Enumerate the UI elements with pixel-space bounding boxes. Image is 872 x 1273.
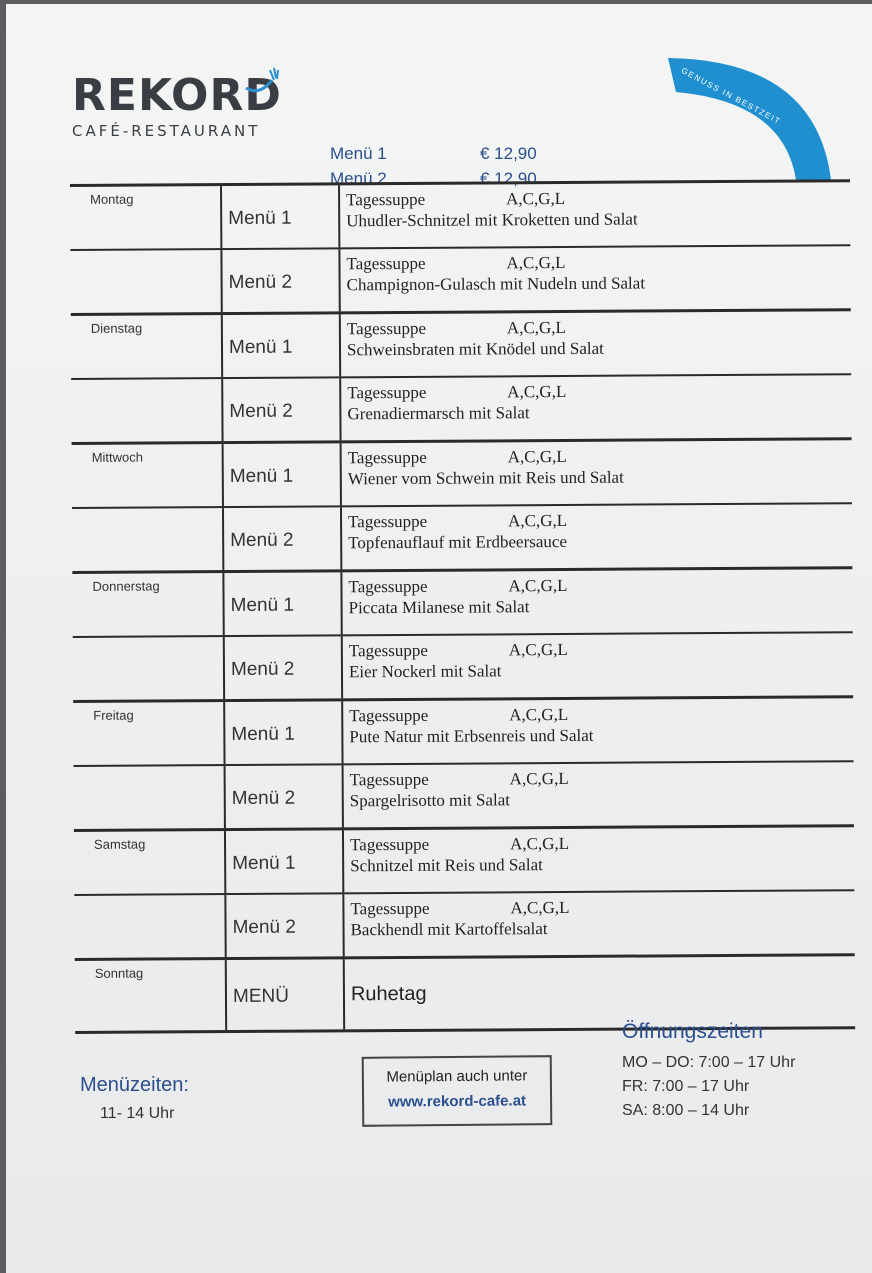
menu-label: Menü 1 [221, 314, 341, 377]
price-row [330, 144, 537, 169]
menu-label: Menü 1 [220, 185, 340, 248]
day-label: Samstag [93, 836, 146, 852]
opening-hours-title: Öffnungszeiten [622, 1020, 763, 1043]
brand-name: REKORD [72, 70, 282, 121]
menu-row [71, 311, 851, 378]
day-block-freitag [73, 695, 854, 829]
soup-text: Tagessuppe [350, 898, 430, 919]
closed-day-text: Ruhetag [350, 982, 427, 1005]
opening-hours-line: MO – DO: 7:00 – 17 Uhr [622, 1054, 796, 1071]
website-box [362, 1055, 553, 1127]
allergens: A,C,G,L [506, 317, 566, 338]
menu-label: Menü 1 [224, 830, 344, 893]
menu-times [80, 1074, 189, 1123]
day-label: Donnerstag [92, 578, 160, 594]
menu-description [341, 375, 851, 440]
dish-text: Schweinsbraten mit Knödel und Salat [346, 338, 604, 360]
allergens: A,C,G,L [509, 833, 570, 854]
menu-times-title: Menüzeiten: [80, 1074, 189, 1096]
menu-label: Menü 2 [220, 249, 340, 312]
soup-text: Tagessuppe [347, 382, 427, 403]
menu-description [340, 246, 850, 311]
menu-description [344, 891, 854, 956]
day-label: Freitag [93, 707, 134, 723]
menu-description [343, 633, 853, 698]
menu-label: Menü 2 [224, 765, 344, 828]
allergens: A,C,G,L [510, 897, 570, 918]
soup-text: Tagessuppe [347, 447, 427, 468]
menu-label: Menü 2 [221, 378, 341, 441]
allergens: A,C,G,L [508, 510, 568, 531]
day-block-dienstag [71, 308, 852, 442]
price-label: Menü 1 [330, 144, 387, 163]
menu-label: Menü 2 [224, 894, 344, 957]
menu-description [342, 504, 852, 569]
dish-text: Backhendl mit Kartoffelsalat [350, 919, 548, 940]
dish-text: Eier Nockerl mit Salat [348, 661, 502, 682]
dish-text: Uhudler-Schnitzel mit Kroketten und Salat [346, 209, 638, 231]
menu-row [74, 827, 854, 894]
soup-text: Tagessuppe [348, 576, 428, 597]
menu-label: MENÜ [225, 959, 345, 1030]
soup-text: Tagessuppe [348, 511, 428, 532]
menu-row [71, 373, 851, 442]
day-block-mittwoch [72, 437, 853, 571]
dish-text: Pute Natur mit Erbsenreis und Salat [349, 725, 594, 747]
soup-text: Tagessuppe [349, 834, 430, 855]
allergens: A,C,G,L [508, 575, 568, 596]
allergens: A,C,G,L [507, 381, 567, 402]
soup-text: Tagessuppe [346, 253, 426, 274]
dish-text: Grenadiermarsch mit Salat [347, 403, 530, 424]
menu-label: Menü 1 [222, 572, 342, 635]
menu-row [72, 440, 852, 507]
menu-label: Menü 1 [223, 701, 343, 764]
menu-row [73, 698, 853, 765]
price-value: € 12,90 [480, 144, 537, 163]
soup-text: Tagessuppe [346, 189, 426, 210]
weekly-menu-table [70, 179, 855, 1034]
menu-row [73, 631, 853, 700]
opening-hours [622, 1020, 795, 1126]
menu-row [70, 244, 850, 313]
allergens: A,C,G,L [507, 446, 567, 467]
allergens: A,C,G,L [506, 252, 566, 273]
dish-text: Topfenauflauf mit Erdbeersauce [348, 531, 568, 553]
allergens: A,C,G,L [508, 639, 568, 660]
menu-description [344, 827, 854, 892]
dish-text: Spargelrisotto mit Salat [349, 790, 511, 811]
menu-times-value: 11- 14 Uhr [100, 1105, 175, 1122]
menu-description [341, 311, 851, 376]
menu-description [340, 182, 850, 247]
dish-text: Champignon-Gulasch mit Nudeln und Salat [346, 273, 646, 295]
website-intro: Menüplan auch unter [386, 1067, 528, 1086]
dish-text: Piccata Milanese mit Salat [348, 597, 530, 618]
allergens: A,C,G,L [506, 188, 566, 209]
soup-text: Tagessuppe [349, 769, 429, 790]
menu-row [74, 760, 854, 829]
menu-label: Menü 2 [223, 636, 343, 699]
menu-sheet [6, 4, 872, 1273]
day-label: Mittwoch [91, 449, 144, 465]
price-label: Menü 2 [330, 169, 387, 188]
menu-row [74, 889, 854, 958]
day-label: Montag [90, 191, 134, 207]
menu-description [342, 440, 852, 505]
menu-description [343, 698, 853, 763]
day-block-samstag [74, 824, 855, 958]
fork-icon [240, 66, 280, 94]
day-block-montag [70, 179, 851, 313]
menu-description [342, 569, 852, 634]
menu-label: Menü 2 [222, 507, 342, 570]
soup-text: Tagessuppe [348, 640, 428, 661]
menu-row [72, 502, 852, 571]
allergens: A,C,G,L [509, 704, 569, 725]
price-value: € 12,90 [480, 169, 537, 188]
opening-hours-line: FR: 7:00 – 17 Uhr [622, 1078, 750, 1095]
menu-row [70, 182, 850, 249]
menu-row [72, 569, 852, 636]
brand-subtitle: CAFÉ-RESTAURANT [72, 122, 261, 140]
website-link[interactable]: www.rekord-cafe.at [388, 1092, 527, 1111]
soup-text: Tagessuppe [346, 318, 427, 339]
dish-text: Wiener vom Schwein mit Reis und Salat [347, 467, 624, 489]
day-block-donnerstag [72, 566, 853, 700]
menu-label: Menü 1 [222, 443, 342, 506]
dish-text: Schnitzel mit Reis und Salat [350, 855, 543, 876]
opening-hours-line: SA: 8:00 – 14 Uhr [622, 1102, 750, 1119]
day-label: Dienstag [90, 320, 143, 336]
badge-text: GENUSS IN BESTZEIT [679, 66, 783, 127]
soup-text: Tagessuppe [349, 705, 429, 726]
menu-description [344, 762, 854, 827]
logo [72, 70, 282, 140]
day-label: Sonntag [94, 965, 144, 981]
allergens: A,C,G,L [509, 768, 569, 789]
